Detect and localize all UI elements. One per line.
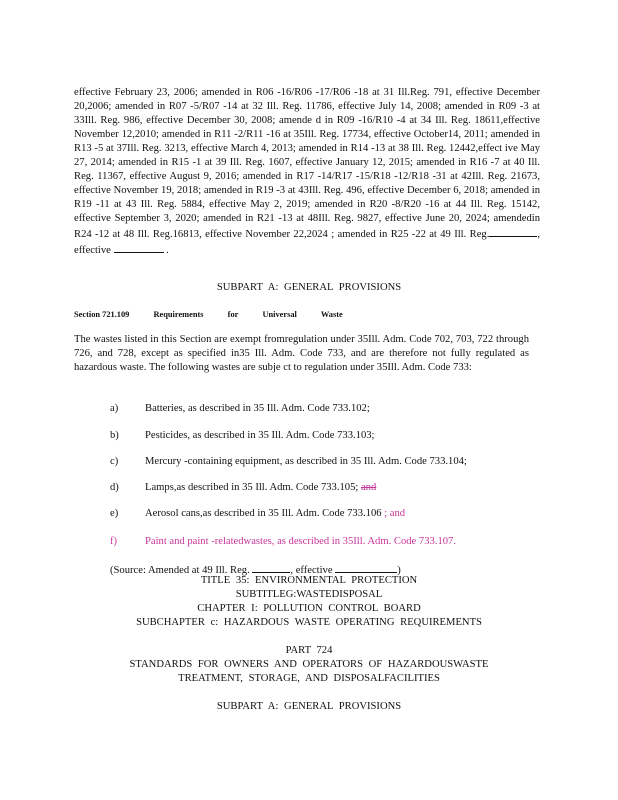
chapter-heading: CHAPTER I: POLLUTION CONTROL BOARD (197, 603, 421, 614)
item-marker: e) (110, 508, 119, 519)
section-number: Section 721.109 (74, 310, 130, 319)
subpart-heading: SUBPART A: GENERAL PROVISIONS (216, 282, 402, 293)
list-item-added (110, 535, 540, 549)
item-text: Pesticides, as described in 35 Ill. Adm. Code 733.103; (145, 430, 375, 441)
history-effective: , effective (74, 229, 540, 256)
subtitle-heading: SUBTITLEG:WASTEDISPOSAL (235, 589, 383, 600)
item-marker: f) (110, 536, 118, 547)
item-marker: d) (110, 482, 119, 493)
part-heading: PART 724 (285, 645, 333, 656)
list-item (110, 402, 540, 416)
blank-reg (489, 226, 537, 237)
list-item (110, 481, 540, 495)
blank-source-reg (252, 562, 290, 573)
history-note (74, 86, 540, 258)
item-marker: b) (110, 430, 119, 441)
source-middle: , effective (290, 565, 333, 576)
list-item (110, 429, 540, 443)
part-title-line: STANDARDS FOR OWNERS AND OPERATORS OF HAZARDOUSWASTE (129, 659, 489, 670)
intro-paragraph: The wastes listed in this Section are exempt fromregulation under 35Ill. Adm. Code 702, 703, 722 through 726, and 728, except as specified in35 Ill. Adm. Code 733, and are therefore not fully regulated as hazardous waste. The following wastes are subje ct to regulation under 35Ill. Adm. Code 733: (74, 334, 529, 373)
item-text: Paint and paint -relatedwastes, as described in 35Ill. Adm. Code 733.107. (145, 536, 456, 547)
section-title-word: Waste (320, 310, 343, 319)
list-item (110, 507, 540, 521)
item-text: Mercury -containing equipment, as described in 35 Ill. Adm. Code 733.104; (145, 456, 467, 467)
history-text: effective February 23, 2006; amended in R06 -16/R06 -17/R06 -18 at 31 Ill.Reg. 791, effective December 20,2006; amended in R07 -5/R07 -14 at 32 Ill. Reg. 11786, effective July 14, 2008; amended in R09 -3 at 33Ill. Reg. 986, effective December 30, 2008; amende d in R09 -16/R10 -4 at 34 Ill. Reg. 18611,effective November 12,2010; amended in R11 -2/R11 -16 at 35Ill. Reg. 17734, effective October14, 2011; amended in R13 -5 at 37Ill. Reg. 3213, effective March 4, 2013; amended in R14 -13 at 38 Ill. Reg. 12442,effect ive May 27, 2014; amended in R15 -1 at 39 Ill. Reg. 1607, effective January 12, 2015; amended in R16 -7 at 40 Ill. Reg. 11367, effective August 9, 2016; amended in R17 -14/R17 -15/R18 -12/R18 -31 at 42Ill. Reg. 21673, effective November 19, 2018; amended in R19 -3 at 43Ill. Reg. 496, effective December 6, 2018; amended in R19 -11 at 43 Ill. Reg. 5884, effective May 2, 2019; amended in R20 -8/R20 -16 at 44 Ill. Reg. 15142, effective September 3, 2020; amended in R21 -13 at 48Ill. Reg. 9827, effective June 20, 2024; amendedin R24 -12 at 48 Ill. Reg.16813, effective November 22,2024 ; amended in R25 -22 at 49 Ill. Reg. (74, 87, 540, 240)
item-marker: a) (110, 403, 119, 414)
history-end: . (166, 245, 169, 256)
section-title-word: for (227, 310, 239, 319)
section-title-word: Requirements (153, 310, 204, 319)
section-title-word: Universal (262, 310, 297, 319)
title-heading: TITLE 35: ENVIRONMENTAL PROTECTION (200, 575, 418, 586)
blank-effective (114, 242, 164, 253)
deleted-text: and (360, 482, 377, 493)
subchapter-heading: SUBCHAPTER c: HAZARDOUS WASTE OPERATING REQUIREMENTS (136, 617, 482, 628)
part-title-line: TREATMENT, STORAGE, AND DISPOSALFACILITIES (178, 673, 440, 684)
subpart-heading-2: SUBPART A: GENERAL PROVISIONS (216, 701, 402, 712)
source-end: ) (397, 565, 401, 576)
source-prefix: (Source: Amended at 49 Ill. Reg. (110, 565, 250, 576)
item-text: Aerosol cans,as described in 35 Ill. Adm. Code 733.106 (145, 508, 382, 519)
list-item (110, 455, 540, 469)
section-heading (74, 308, 365, 322)
item-text: Batteries, as described in 35 Ill. Adm. Code 733.102; (145, 403, 370, 414)
item-text: Lamps,as described in 35 Ill. Adm. Code 733.105; (145, 482, 359, 493)
item-marker: c) (110, 456, 119, 467)
blank-source-effective (335, 562, 397, 573)
added-text: ; and (384, 508, 406, 519)
